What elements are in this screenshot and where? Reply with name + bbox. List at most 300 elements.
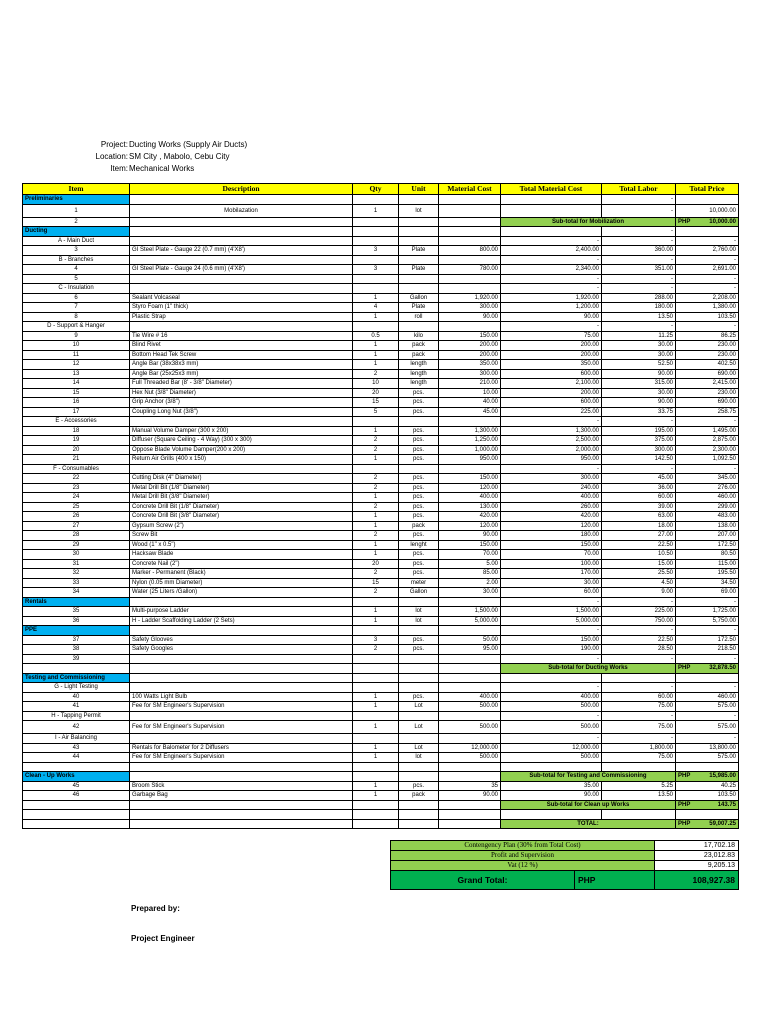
item-qty: 3 [353, 635, 399, 645]
item-description: Garbage Bag [130, 791, 353, 801]
item-description: Blind Rivet [130, 341, 353, 351]
material-cost: 40.00 [439, 398, 501, 408]
table-cell [130, 417, 353, 427]
total-labor: 315.00 [602, 379, 676, 389]
item-description: Water (25 Liters /Gallon) [130, 588, 353, 598]
category-label: Rentals [23, 597, 130, 607]
table-row [23, 341, 739, 351]
table-cell [399, 711, 439, 721]
table-cell [353, 255, 399, 265]
item-description: Nylon (0.05 mm Diameter) [130, 578, 353, 588]
table-cell [399, 762, 439, 772]
header-total-labor: Total Labor [602, 184, 676, 195]
group-label: F - Consumables [23, 464, 130, 474]
item-number: 46 [23, 791, 130, 801]
item-qty: 1 [353, 350, 399, 360]
subtotal-currency: PHP [678, 801, 691, 808]
item-unit: pcs. [399, 398, 439, 408]
item-qty: 2 [353, 474, 399, 484]
total-labor: 28.50 [602, 645, 676, 655]
item-number: 21 [23, 455, 130, 465]
total-material-cost: 5,000.00 [501, 616, 602, 626]
total-labor: - [602, 734, 676, 744]
item-number: 45 [23, 781, 130, 791]
table-cell [439, 664, 501, 674]
total-material-cost: - [501, 236, 602, 246]
total-material-cost: 180.00 [501, 531, 602, 541]
table-cell [130, 464, 353, 474]
estimate-table [22, 183, 739, 829]
item-label: Item: [110, 164, 128, 173]
item-unit: pcs. [399, 455, 439, 465]
table-row [23, 578, 739, 588]
item-unit: pcs. [399, 483, 439, 493]
item-description: Fee for SM Engineer's Supervision [130, 702, 353, 712]
item-description: Cutting Disk (4" Diameter) [130, 474, 353, 484]
table-cell [439, 284, 501, 294]
table-cell [399, 810, 439, 820]
table-row [23, 426, 739, 436]
total-material-cost: - [501, 284, 602, 294]
item-description: GI Steel Plate - Gauge 22 (0.7 mm) (4'X8') [130, 246, 353, 256]
item-unit: pcs. [399, 445, 439, 455]
material-cost: 150.00 [439, 331, 501, 341]
total-labor: - [602, 464, 676, 474]
item-description: 100 Watts Light Bulb [130, 692, 353, 702]
table-cell [130, 195, 353, 205]
item-unit: pack [399, 350, 439, 360]
item-qty: 2 [353, 436, 399, 446]
total-material-cost: 950.00 [501, 455, 602, 465]
subtotal-price-cell [676, 217, 739, 227]
table-cell [353, 683, 399, 693]
total-price: 1,092.50 [676, 455, 739, 465]
group-row [23, 464, 739, 474]
total-labor: - [602, 683, 676, 693]
table-row [23, 350, 739, 360]
table-row [23, 781, 739, 791]
item-unit: pcs. [399, 426, 439, 436]
item-description: Wood (1" x 0.5") [130, 540, 353, 550]
item-unit: pack [399, 341, 439, 351]
item-number: 25 [23, 502, 130, 512]
total-price: 80.50 [676, 550, 739, 560]
item-qty: 1 [353, 512, 399, 522]
item-unit: pcs. [399, 569, 439, 579]
table-cell [439, 683, 501, 693]
item-description: Sealant Volcaseal [130, 293, 353, 303]
material-cost: 5.00 [439, 559, 501, 569]
total-material-cost: - [501, 274, 602, 284]
item-description: Fee for SM Engineer's Supervision [130, 721, 353, 734]
material-cost: 350.00 [439, 360, 501, 370]
item-description: Safety Glooves [130, 635, 353, 645]
total-price: - [676, 274, 739, 284]
material-cost: 200.00 [439, 341, 501, 351]
table-cell [353, 819, 399, 829]
item-unit [399, 654, 439, 664]
material-cost: 1,920.00 [439, 293, 501, 303]
total-material-cost: 1,200.00 [501, 303, 602, 313]
total-labor: 195.00 [602, 426, 676, 436]
item-unit: Lot [399, 702, 439, 712]
table-cell [399, 195, 439, 205]
table-row [23, 654, 739, 664]
item-number: 41 [23, 702, 130, 712]
table-cell [23, 810, 130, 820]
total-labor: 360.00 [602, 246, 676, 256]
total-price: - [676, 255, 739, 265]
group-row [23, 734, 739, 744]
item-qty: 1 [353, 360, 399, 370]
item-description: Fee for SM Engineer's Supervision [130, 753, 353, 763]
table-row [23, 540, 739, 550]
total-material-cost: 170.00 [501, 569, 602, 579]
table-row [23, 436, 739, 446]
vat-value: 9,205.13 [655, 861, 739, 871]
table-cell [130, 236, 353, 246]
total-price: - [676, 597, 739, 607]
contingency-value: 17,702.18 [655, 841, 739, 851]
item-unit: pcs. [399, 559, 439, 569]
table-cell [439, 762, 501, 772]
item-qty: 1 [353, 521, 399, 531]
total-price: 115.00 [676, 559, 739, 569]
item-qty: 2 [353, 445, 399, 455]
subtotal-currency: PHP [678, 665, 691, 672]
total-price: 460.00 [676, 692, 739, 702]
location-value: SM City , Mabolo, Cebu City [129, 152, 230, 161]
total-material-cost: 1,500.00 [501, 607, 602, 617]
item-unit: pack [399, 791, 439, 801]
item-unit: Gallon [399, 293, 439, 303]
table-cell [353, 762, 399, 772]
total-labor: 375.00 [602, 436, 676, 446]
total-labor: 33.75 [602, 407, 676, 417]
table-row [23, 360, 739, 370]
total-material-cost: 35.00 [501, 781, 602, 791]
total-material-cost: 200.00 [501, 341, 602, 351]
total-price: 230.00 [676, 350, 739, 360]
total-material-cost: 225.00 [501, 407, 602, 417]
table-cell [353, 227, 399, 237]
total-price: 86.25 [676, 331, 739, 341]
item-description: Concrete Drill Bit (3/8" Diameter) [130, 512, 353, 522]
total-material-cost: 350.00 [501, 360, 602, 370]
total-material-cost: 30.00 [501, 578, 602, 588]
item-qty: 1 [353, 426, 399, 436]
table-cell [353, 284, 399, 294]
table-cell [130, 626, 353, 636]
total-price: 2,760.00 [676, 246, 739, 256]
item-unit [399, 274, 439, 284]
material-cost: 420.00 [439, 512, 501, 522]
material-cost: 1,000.00 [439, 445, 501, 455]
item-unit: lot [399, 616, 439, 626]
total-price: 575.00 [676, 721, 739, 734]
table-row [23, 331, 739, 341]
total-labor: 75.00 [602, 721, 676, 734]
total-price: 690.00 [676, 398, 739, 408]
project-info [60, 139, 247, 175]
material-cost: 780.00 [439, 265, 501, 275]
category-label: Clean - Up Works [23, 772, 130, 782]
item-number: 37 [23, 635, 130, 645]
total-material-cost [501, 673, 602, 683]
table-cell [399, 227, 439, 237]
item-unit: pcs. [399, 436, 439, 446]
item-unit: pcs. [399, 550, 439, 560]
subtotal-row [23, 819, 739, 829]
total-material-cost: 1,300.00 [501, 426, 602, 436]
total-material-cost: 400.00 [501, 493, 602, 503]
table-cell [353, 322, 399, 332]
table-row [23, 493, 739, 503]
total-labor: - [602, 227, 676, 237]
subtotal-label: Sub-total for Mobilization [501, 217, 676, 227]
item-unit: pcs. [399, 493, 439, 503]
category-row [23, 673, 739, 683]
item-description: Concrete Drill Bit (1/8" Diameter) [130, 502, 353, 512]
item-description: Oppose Blade Volume Damper(200 x 200) [130, 445, 353, 455]
table-cell [130, 284, 353, 294]
blank-row [23, 810, 739, 820]
item-number: 28 [23, 531, 130, 541]
table-cell [353, 673, 399, 683]
item-unit: pcs. [399, 502, 439, 512]
item-description: Concrete Nail (2") [130, 559, 353, 569]
table-cell [399, 772, 439, 782]
item-qty: 1 [353, 753, 399, 763]
total-price: - [676, 711, 739, 721]
material-cost: 90.00 [439, 312, 501, 322]
project-engineer: Project Engineer [131, 934, 195, 943]
item-number: 5 [23, 274, 130, 284]
total-price: 172.50 [676, 635, 739, 645]
total-material-cost: 2,400.00 [501, 246, 602, 256]
profit-row [391, 851, 739, 861]
item-unit: Plate [399, 265, 439, 275]
subtotal-amount: 59,007.25 [709, 820, 736, 827]
item-description: Metal Drill Bit (3/8" Diameter) [130, 493, 353, 503]
table-cell [439, 597, 501, 607]
group-label: E - Accessories [23, 417, 130, 427]
table-cell [353, 217, 399, 227]
table-cell [439, 734, 501, 744]
item-qty: 15 [353, 398, 399, 408]
project-label: Project: [100, 140, 128, 149]
item-number: 30 [23, 550, 130, 560]
material-cost: 35 [439, 781, 501, 791]
group-row [23, 236, 739, 246]
total-price: 690.00 [676, 369, 739, 379]
total-price: - [676, 284, 739, 294]
table-cell [353, 772, 399, 782]
table-cell [353, 464, 399, 474]
item-number: 35 [23, 607, 130, 617]
item-number: 15 [23, 388, 130, 398]
table-cell [23, 762, 130, 772]
total-material-cost [501, 204, 602, 217]
item-qty: 1 [353, 616, 399, 626]
item-unit: Plate [399, 246, 439, 256]
table-cell [439, 227, 501, 237]
material-cost: 300.00 [439, 303, 501, 313]
table-row [23, 293, 739, 303]
table-row [23, 265, 739, 275]
table-row [23, 246, 739, 256]
item-description: Broom Stick [130, 781, 353, 791]
material-cost: 1,500.00 [439, 607, 501, 617]
total-price: - [676, 322, 739, 332]
item-number: 8 [23, 312, 130, 322]
total-labor: 30.00 [602, 350, 676, 360]
item-unit: kilo [399, 331, 439, 341]
item-description: Coupling Long Nut (3/8") [130, 407, 353, 417]
total-material-cost: 240.00 [501, 483, 602, 493]
material-cost: 400.00 [439, 692, 501, 702]
subtotal-price-cell [676, 772, 739, 782]
material-cost: 90.00 [439, 531, 501, 541]
table-cell [399, 322, 439, 332]
item-number: 3 [23, 246, 130, 256]
item-number: 17 [23, 407, 130, 417]
table-cell [602, 762, 676, 772]
total-material-cost: 150.00 [501, 635, 602, 645]
total-material-cost: 90.00 [501, 791, 602, 801]
total-labor: 45.00 [602, 474, 676, 484]
table-row [23, 303, 739, 313]
item-number: 6 [23, 293, 130, 303]
total-price: 138.00 [676, 521, 739, 531]
table-row [23, 379, 739, 389]
item-unit: lot [399, 753, 439, 763]
total-labor: 75.00 [602, 702, 676, 712]
item-qty: 1 [353, 781, 399, 791]
total-labor: 90.00 [602, 398, 676, 408]
table-row [23, 369, 739, 379]
item-description: Styro Foam (1" thick) [130, 303, 353, 313]
item-unit: pcs. [399, 512, 439, 522]
item-qty [353, 274, 399, 284]
table-cell [439, 800, 501, 810]
total-material-cost: 190.00 [501, 645, 602, 655]
item-qty: 2 [353, 502, 399, 512]
material-cost: 950.00 [439, 455, 501, 465]
total-material-cost: 500.00 [501, 721, 602, 734]
table-row [23, 531, 739, 541]
table-row [23, 702, 739, 712]
total-labor: 39.00 [602, 502, 676, 512]
table-cell [439, 417, 501, 427]
category-label: Testing and Commissioning [23, 673, 130, 683]
material-cost: 150.00 [439, 540, 501, 550]
total-price: 195.50 [676, 569, 739, 579]
item-unit: lot [399, 204, 439, 217]
grand-total-currency: PHP [575, 871, 655, 890]
table-cell [399, 464, 439, 474]
subtotal-label: TOTAL: [501, 819, 676, 829]
table-cell [439, 810, 501, 820]
item-description: Screw Bit [130, 531, 353, 541]
item-qty: 1 [353, 550, 399, 560]
material-cost: 90.00 [439, 791, 501, 801]
subtotal-label: Sub-total for Ducting Works [501, 664, 676, 674]
table-cell [353, 734, 399, 744]
item-description: Full Threaded Bar (8' - 3/8" Diameter) [130, 379, 353, 389]
item-qty: 1 [353, 293, 399, 303]
total-material-cost: 420.00 [501, 512, 602, 522]
total-labor: 60.00 [602, 692, 676, 702]
item-unit: lenght [399, 540, 439, 550]
item-number: 2 [23, 217, 130, 227]
item-unit: lot [399, 607, 439, 617]
table-row [23, 791, 739, 801]
table-cell [353, 417, 399, 427]
material-cost: 200.00 [439, 350, 501, 360]
table-row [23, 274, 739, 284]
category-row [23, 227, 739, 237]
item-description: Bottom Head Tek Screw [130, 350, 353, 360]
item-number: 22 [23, 474, 130, 484]
item-qty [353, 654, 399, 664]
total-price: 258.75 [676, 407, 739, 417]
item-unit: meter [399, 578, 439, 588]
item-qty: 2 [353, 483, 399, 493]
category-label: Ducting [23, 227, 130, 237]
total-labor: 225.00 [602, 607, 676, 617]
total-price: 40.25 [676, 781, 739, 791]
table-cell [399, 626, 439, 636]
item-qty: 1 [353, 721, 399, 734]
table-cell [130, 597, 353, 607]
total-price: 230.00 [676, 341, 739, 351]
item-description: Marker - Permanent (Black) [130, 569, 353, 579]
total-labor: - [602, 626, 676, 636]
total-material-cost: 150.00 [501, 540, 602, 550]
total-price: 10,000.00 [676, 204, 739, 217]
total-price: 5,750.00 [676, 616, 739, 626]
group-label: B - Branches [23, 255, 130, 265]
item-qty: 20 [353, 559, 399, 569]
table-row [23, 445, 739, 455]
total-material-cost: 300.00 [501, 474, 602, 484]
total-price: 276.00 [676, 483, 739, 493]
table-cell [130, 322, 353, 332]
vat-row [391, 861, 739, 871]
table-cell [353, 664, 399, 674]
item-number: 18 [23, 426, 130, 436]
project-value: Ducting Works (Supply Air Ducts) [129, 140, 248, 149]
item-number: 13 [23, 369, 130, 379]
total-price: 103.50 [676, 312, 739, 322]
table-cell [130, 217, 353, 227]
total-labor: 30.00 [602, 388, 676, 398]
total-material-cost: 60.00 [501, 588, 602, 598]
table-cell [501, 762, 602, 772]
total-labor [602, 673, 676, 683]
table-cell [399, 734, 439, 744]
table-cell [439, 626, 501, 636]
category-row [23, 195, 739, 205]
table-row [23, 616, 739, 626]
group-label: H - Tapping Permit [23, 711, 130, 721]
table-cell [676, 810, 739, 820]
total-material-cost: 200.00 [501, 388, 602, 398]
item-number: 14 [23, 379, 130, 389]
item-description: Angle Bar (38x38x3 mm) [130, 360, 353, 370]
table-cell [130, 800, 353, 810]
